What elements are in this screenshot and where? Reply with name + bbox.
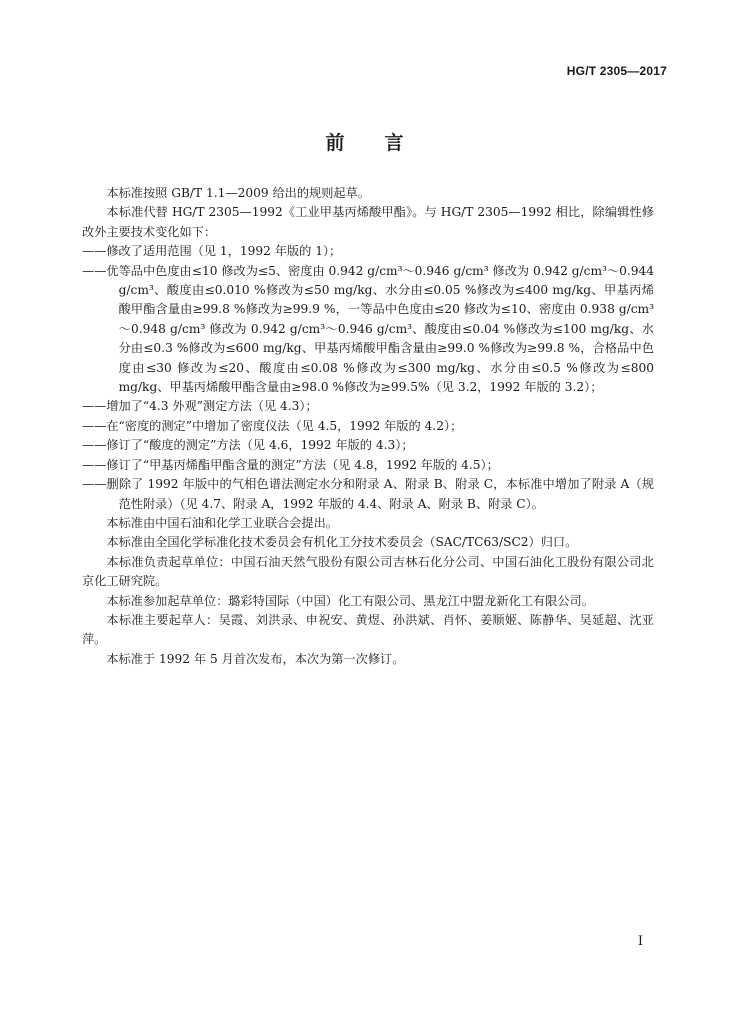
closing-paragraph: 本标准由中国石油和化学工业联合会提出。: [106, 515, 338, 530]
change-list: [82, 242, 654, 514]
page-title: 前言: [325, 132, 444, 154]
change-item: ——修改了适用范围（见 1，1992 年版的 1）；: [82, 244, 342, 259]
change-item: ——增加了“4.3 外观”测定方法（见 4.3）；: [82, 399, 318, 414]
change-item: ——删除了 1992 年版中的气相色谱法测定水分和附录 A、附录 B、附录 C，本标准中增加了附录 A（规范性附录）（见 4.7、附录 A，1992 年版的 4.4、附录 A、附录 B、附录 C）。: [82, 477, 654, 511]
document-body: [82, 184, 654, 669]
closing-paragraph: 本标准主要起草人：吴霞、刘洪录、申祝安、黄煜、孙洪斌、肖怀、姜顺姬、陈静华、吴延超、沈亚萍。: [82, 612, 654, 647]
change-item: ——优等品中色度由≤10 修改为≤5、密度由 0.942 g/cm³～0.946 g/cm³ 修改为 0.942 g/cm³～0.944 g/cm³、酸度由≤0.010 %修改为≤50 mg/kg、水分由≤0.05 %修改为≤400 mg/kg、甲基丙烯酸甲酯含量由≥99.8 %修改为≥99.9 %，一等品中色度由≤20 修改为≤10、密度由 0.938 g/cm³～0.948 g/cm³ 修改为 0.942 g/cm³～0.946 g/cm³、酸度由≤0.04 %修改为≤100 mg/kg、水分由≤0.3 %修改为≤600 mg/kg、甲基丙烯酸甲酯含量由≥99.0 %修改为≥99.8 %，合格品中色度由≤30 修改为≤20、酸度由≤0.08 %修改为≤300 mg/kg、水分由≤0.5 %修改为≤800 mg/kg、甲基丙烯酸甲酯含量由≥98.0 %修改为≥99.5%（见 3.2，1992 年版的 3.2）；: [82, 263, 654, 395]
closing-paragraph: 本标准负责起草单位：中国石油天然气股份有限公司吉林石化分公司、中国石油化工股份有限公司北京化工研究院。: [82, 554, 654, 589]
change-item: ——修订了“甲基丙烯酯甲酯含量的测定”方法（见 4.8，1992 年版的 4.5）；: [82, 457, 499, 472]
closing-paragraph: 本标准于 1992 年 5 月首次发布，本次为第一次修订。: [106, 651, 405, 666]
closing-paragraph: 本标准由全国化学标准化技术委员会有机化工分技术委员会（SAC/TC63/SC2）归口。: [106, 535, 578, 550]
change-item: ——在“密度的测定”中增加了密度仪法（见 4.5，1992 年版的 4.2）；: [82, 418, 463, 433]
intro-paragraph: 本标准代替 HG/T 2305—1992《工业甲基丙烯酸甲酯》。与 HG/T 2305—1992 相比，除编辑性修改外主要技术变化如下：: [82, 205, 654, 239]
page-number: I: [637, 934, 643, 949]
standard-code: HG/T 2305—2017: [566, 64, 667, 78]
change-item: ——修订了“酸度的测定”方法（见 4.6，1992 年版的 4.3）；: [82, 438, 414, 453]
intro-paragraph: 本标准按照 GB/T 1.1—2009 给出的规则起草。: [106, 186, 370, 200]
closing-paragraph: 本标准参加起草单位：璐彩特国际（中国）化工有限公司、黑龙江中盟龙新化工有限公司。: [106, 593, 594, 608]
